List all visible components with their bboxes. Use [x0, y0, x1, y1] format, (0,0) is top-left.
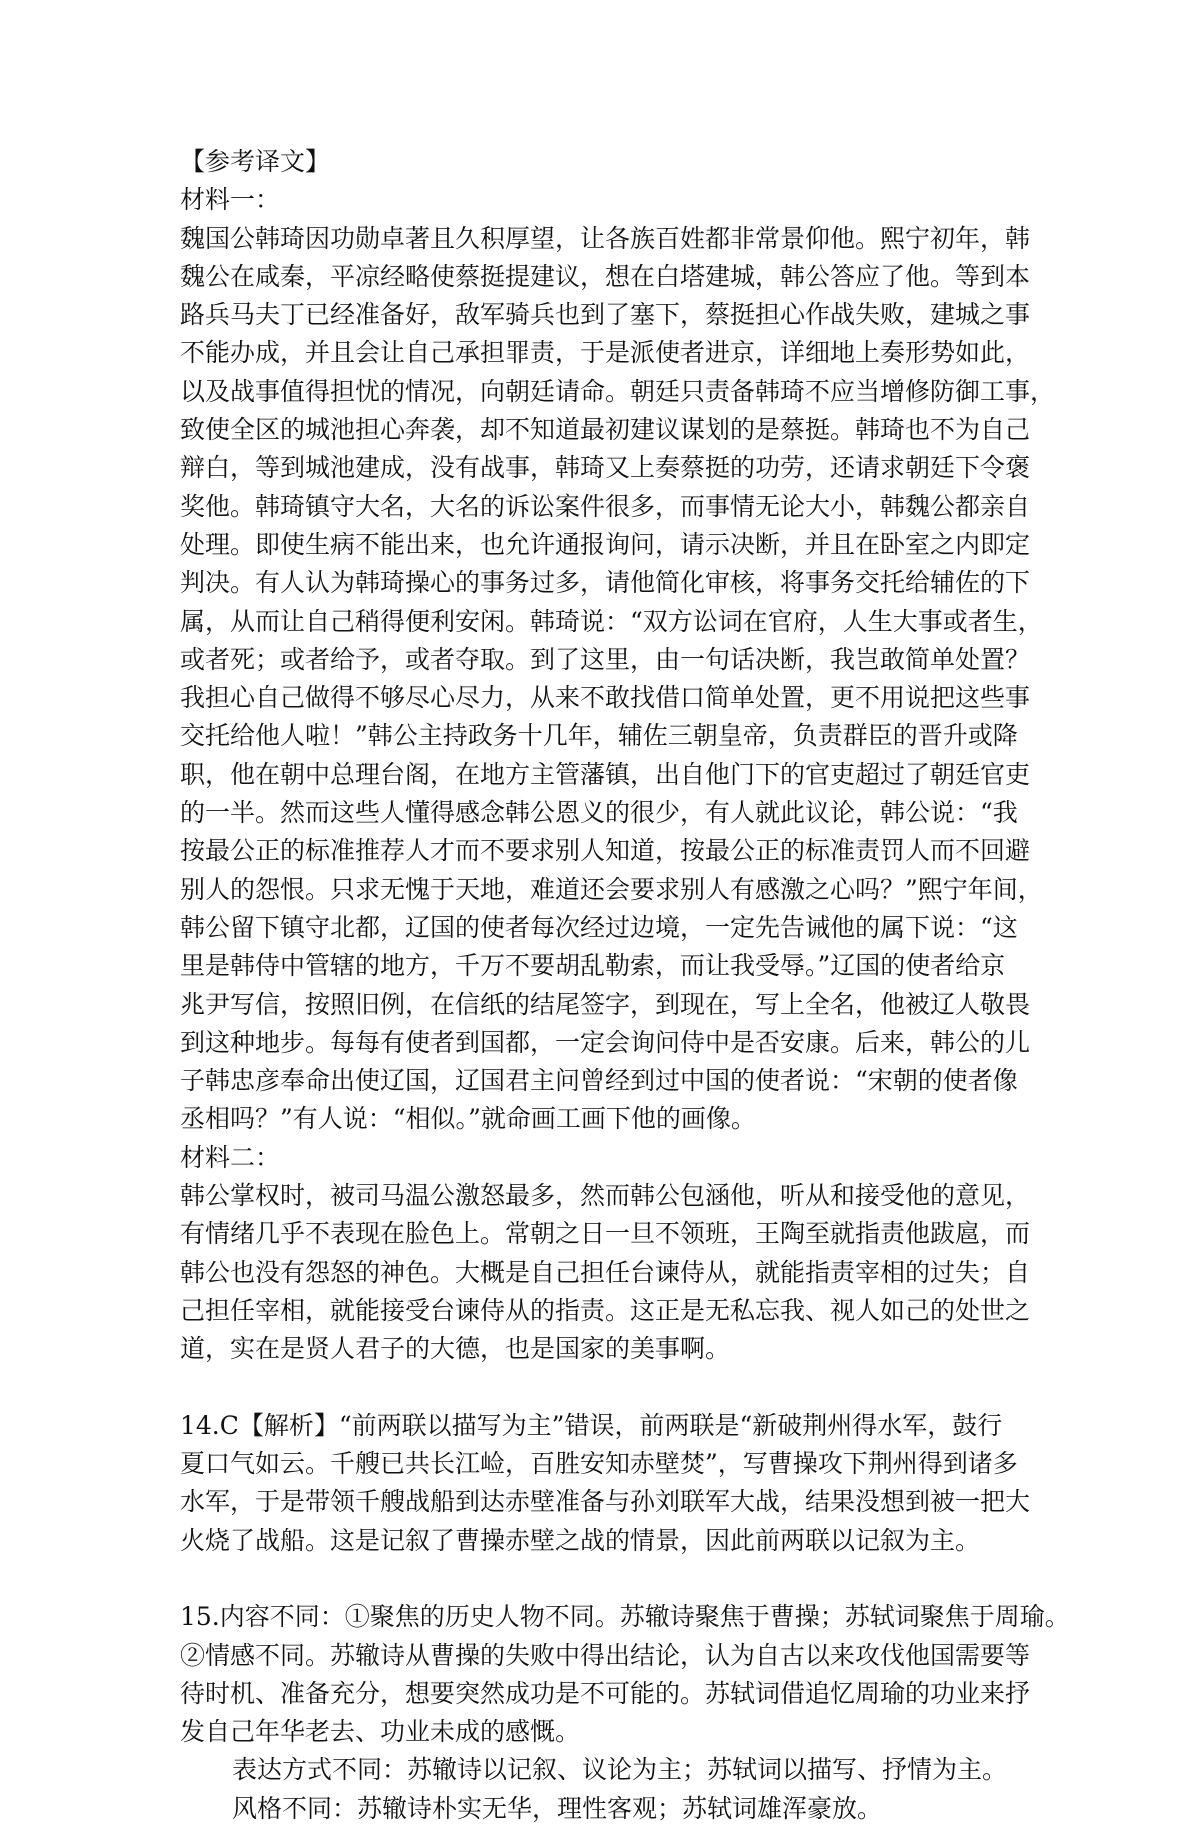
text-line: 或者死；或者给予，或者夺取。到了这里，由一句话决断，我岂敢简单处置？	[180, 644, 1031, 674]
text-line: 判决。有人认为韩琦操心的事务过多，请他简化审核，将事务交托给辅佐的下	[180, 568, 1031, 598]
text-line: 奖他。韩琦镇守大名，大名的诉讼案件很多，而事情无论大小，韩魏公都亲自	[180, 491, 1031, 521]
text-line: 路兵马夫丁已经准备好，敌军骑兵也到了塞下，蔡挺担心作战失败，建城之事	[180, 300, 1031, 330]
text-line: 的一半。然而这些人懂得感念韩公恩义的很少，有人就此议论，韩公说：“我	[180, 798, 1018, 828]
material2-paragraph	[180, 1177, 1042, 1368]
text-line: 待时机、准备充分，想要突然成功是不可能的。苏轼词借追忆周瑜的功业来抒	[180, 1678, 1031, 1708]
text-line: 夏口气如云。千艘已共长江崄，百胜安知赤壁焚”，写曹操攻下荆州得到诸多	[180, 1449, 1018, 1479]
text-line: ②情感不同。苏辙诗从曹操的失败中得出结论，认为自古以来攻伐他国需要等	[180, 1640, 1031, 1670]
text-line: 道，实在是贤人君子的大德，也是国家的美事啊。	[180, 1334, 731, 1364]
text-line: 致使全区的城池担心奔袭，却不知道最初建议谋划的是蔡挺。韩琦也不为自己	[180, 415, 1031, 445]
text-line: 韩公留下镇守北都，辽国的使者每次经过边境，一定先告诫他的属下说：“这	[180, 912, 1018, 942]
text-line: 按最公正的标准推荐人才而不要求别人知道，按最公正的标准责罚人而不回避	[180, 836, 1031, 866]
indented-line: 风格不同：苏辙诗朴实无华，理性客观；苏轼词雄浑豪放。	[232, 1793, 883, 1823]
text-line: 处理。即使生病不能出来，也允许通报询问，请示决断，并且在卧室之内即定	[180, 529, 1031, 559]
text-line: 子韩忠彦奉命出使辽国，辽国君主问曾经到过中国的使者说：“宋朝的使者像	[180, 1066, 1018, 1096]
heading: 【参考译文】	[180, 147, 331, 176]
material2-label: 材料二：	[180, 1142, 281, 1172]
text-line: 有情绪几乎不表现在脸色上。常朝之日一旦不领班，王陶至就指责他跋扈，而	[180, 1219, 1031, 1249]
text-line: 属，从而让自己稍得便利安闲。韩琦说：“双方讼词在官府，人生大事或者生，	[180, 606, 1043, 636]
text-line: 15.内容不同：①聚焦的历史人物不同。苏辙诗聚焦于曹操；苏轼词聚焦于周瑜。	[180, 1602, 1070, 1632]
text-line: 到这种地步。每每有使者到国都，一定会询问侍中是否安康。后来，韩公的儿	[180, 1027, 1031, 1057]
document-content	[180, 143, 1070, 1828]
text-line: 我担心自己做得不够尽心尽力，从来不敢找借口简单处置，更不用说把这些事	[180, 683, 1031, 713]
text-line: 里是韩侍中管辖的地方，千万不要胡乱勒索，而让我受辱。”辽国的使者给京	[180, 951, 1006, 981]
text-line: 交托给他人啦！”韩公主持政务十几年，辅佐三朝皇帝，负责群臣的晋升或降	[180, 721, 1018, 751]
text-line: 发自己年华老去、功业未成的感慨。	[180, 1717, 581, 1747]
text-line: 不能办成，并且会让自己承担罪责，于是派使者进京，详细地上奏形势如此，	[180, 338, 1031, 368]
blank-line	[180, 1369, 1042, 1407]
text-line: 兆尹写信，按照旧例，在信纸的结尾签字，到现在，写上全名，他被辽人敬畏	[180, 989, 1031, 1019]
text-line: 丞相吗？”有人说：“相似。”就命画工画下他的画像。	[180, 1104, 756, 1134]
text-line: 魏国公韩琦因功勋卓著且久积厚望，让各族百姓都非常景仰他。熙宁初年，韩	[180, 223, 1031, 253]
question-14-answer	[180, 1407, 1042, 1560]
text-line: 14.C【解析】“前两联以描写为主”错误，前两联是“新破荆州得水军，鼓行	[180, 1410, 1003, 1440]
question-15-answer	[180, 1598, 1070, 1828]
material1-label: 材料一：	[180, 185, 281, 215]
text-line: 辩白，等到城池建成，没有战事，韩琦又上奏蔡挺的功劳，还请求朝廷下令褒	[180, 453, 1031, 483]
text-line: 水军，于是带领千艘战船到达赤壁准备与孙刘联军大战，结果没想到被一把大	[180, 1487, 1031, 1517]
text-line: 以及战事值得担忧的情况，向朝廷请命。朝廷只责备韩琦不应当增修防御工事，	[180, 376, 1056, 406]
material1-paragraph	[180, 220, 1056, 1139]
indented-line: 表达方式不同：苏辙诗以记叙、议论为主；苏轼词以描写、抒情为主。	[232, 1755, 1008, 1785]
text-line: 魏公在咸秦，平凉经略使蔡挺提建议，想在白塔建城，韩公答应了他。等到本	[180, 261, 1031, 291]
text-line: 别人的怨恨。只求无愧于天地，难道还会要求别人有感激之心吗？”熙宁年间，	[180, 874, 1043, 904]
text-line: 职，他在朝中总理台阁，在地方主管藩镇，出自他门下的官吏超过了朝廷官吏	[180, 759, 1031, 789]
blank-line	[180, 1560, 1042, 1598]
text-line: 韩公掌权时，被司马温公激怒最多，然而韩公包涵他，听从和接受他的意见，	[180, 1181, 1031, 1211]
text-line: 己担任宰相，就能接受台谏侍从的指责。这正是无私忘我、视人如己的处世之	[180, 1295, 1031, 1325]
text-line: 火烧了战船。这是记叙了曹操赤壁之战的情景，因此前两联以记叙为主。	[180, 1525, 981, 1555]
text-line: 韩公也没有怨怒的神色。大概是自己担任台谏侍从，就能指责宰相的过失；自	[180, 1257, 1031, 1287]
